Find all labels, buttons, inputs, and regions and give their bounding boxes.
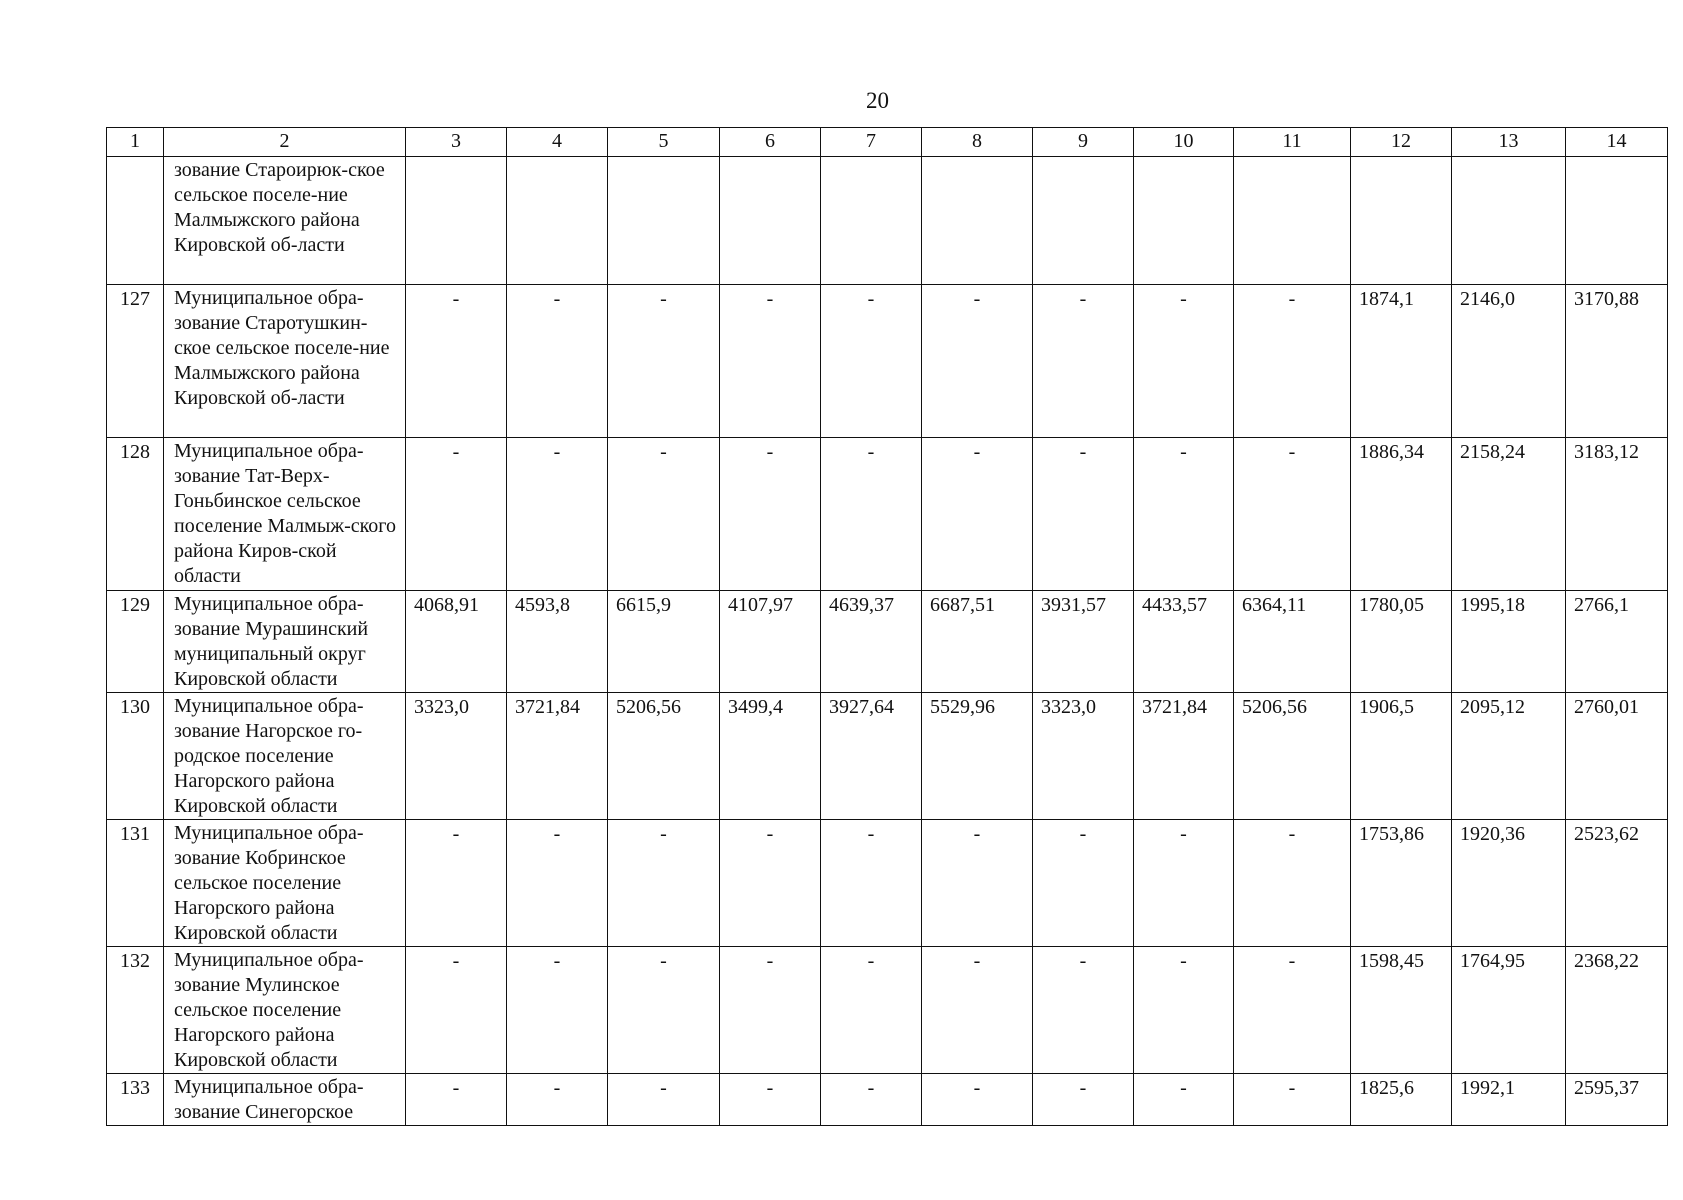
value-cell: 2595,37 [1566, 1074, 1668, 1126]
value-cell: 5206,56 [608, 693, 720, 820]
value-cell: 4068,91 [406, 591, 507, 693]
value-cell: - [507, 820, 608, 947]
value-cell: 3323,0 [406, 693, 507, 820]
value-cell: 4433,57 [1134, 591, 1234, 693]
value-cell: - [1234, 285, 1351, 438]
value-cell: 3183,12 [1566, 438, 1668, 591]
value-cell: - [507, 1074, 608, 1126]
value-cell: 5206,56 [1234, 693, 1351, 820]
value-cell: - [720, 285, 821, 438]
value-cell: - [922, 1074, 1033, 1126]
value-cell: 3927,64 [821, 693, 922, 820]
value-cell: - [608, 438, 720, 591]
row-number: 127 [107, 285, 164, 438]
row-number: 131 [107, 820, 164, 947]
value-cell: - [507, 285, 608, 438]
value-cell: - [608, 1074, 720, 1126]
value-cell: - [1033, 1074, 1134, 1126]
table-row [107, 591, 1668, 693]
municipality-name: Муниципальное обра-зование Кобринское сельское поселение Нагорского района Кировской области [164, 820, 406, 947]
value-cell: - [608, 820, 720, 947]
value-cell [507, 157, 608, 285]
municipality-name: Муниципальное обра-зование Мурашинский муниципальный округ Кировской области [164, 591, 406, 693]
value-cell: 3170,88 [1566, 285, 1668, 438]
value-cell: - [1033, 820, 1134, 947]
value-cell: 1598,45 [1351, 947, 1452, 1074]
value-cell: - [507, 438, 608, 591]
column-header: 5 [608, 128, 720, 157]
column-header: 3 [406, 128, 507, 157]
value-cell: - [720, 1074, 821, 1126]
value-cell: - [720, 820, 821, 947]
municipality-name: Муниципальное обра-зование Синегорское [164, 1074, 406, 1126]
value-cell: - [821, 947, 922, 1074]
value-cell: - [608, 285, 720, 438]
value-cell: 1992,1 [1452, 1074, 1566, 1126]
value-cell: - [1134, 438, 1234, 591]
value-cell [1566, 157, 1668, 285]
value-cell: - [1234, 438, 1351, 591]
municipality-name: Муниципальное обра-зование Тат-Верх-Гоньбинское сельское поселение Малмыж-ского района Киров-ской области [164, 438, 406, 591]
row-number: 128 [107, 438, 164, 591]
value-cell: 1874,1 [1351, 285, 1452, 438]
table-row [107, 820, 1668, 947]
table-row [107, 157, 1668, 285]
value-cell: 6687,51 [922, 591, 1033, 693]
table-row [107, 1074, 1668, 1126]
page-number: 20 [866, 88, 889, 113]
value-cell: - [1234, 820, 1351, 947]
value-cell: 2766,1 [1566, 591, 1668, 693]
column-header: 1 [107, 128, 164, 157]
value-cell: 2368,22 [1566, 947, 1668, 1074]
value-cell: 3721,84 [1134, 693, 1234, 820]
value-cell: 1906,5 [1351, 693, 1452, 820]
value-cell: 2158,24 [1452, 438, 1566, 591]
value-cell: 1825,6 [1351, 1074, 1452, 1126]
municipality-name: зование Староирюк-ское сельское поселе-ние Малмыжского района Кировской об-ласти [164, 157, 406, 285]
value-cell: - [406, 285, 507, 438]
column-header: 2 [164, 128, 406, 157]
table-body [107, 157, 1668, 1126]
tariff-table [106, 127, 1668, 1126]
value-cell: - [1134, 820, 1234, 947]
value-cell [922, 157, 1033, 285]
value-cell: 2095,12 [1452, 693, 1566, 820]
column-header: 7 [821, 128, 922, 157]
row-number: 130 [107, 693, 164, 820]
table-row [107, 438, 1668, 591]
column-header: 12 [1351, 128, 1452, 157]
row-number [107, 157, 164, 285]
row-number: 133 [107, 1074, 164, 1126]
column-header: 10 [1134, 128, 1234, 157]
value-cell [1351, 157, 1452, 285]
table-row [107, 947, 1668, 1074]
row-number: 129 [107, 591, 164, 693]
table-row [107, 285, 1668, 438]
value-cell: - [821, 438, 922, 591]
column-number-row [107, 128, 1668, 157]
value-cell [821, 157, 922, 285]
value-cell: - [608, 947, 720, 1074]
value-cell [720, 157, 821, 285]
value-cell: - [406, 820, 507, 947]
column-header: 6 [720, 128, 821, 157]
column-header: 9 [1033, 128, 1134, 157]
value-cell: 3931,57 [1033, 591, 1134, 693]
value-cell [1452, 157, 1566, 285]
value-cell: - [1134, 1074, 1234, 1126]
value-cell: 3721,84 [507, 693, 608, 820]
value-cell [406, 157, 507, 285]
value-cell [1234, 157, 1351, 285]
value-cell: 1886,34 [1351, 438, 1452, 591]
value-cell: 3499,4 [720, 693, 821, 820]
value-cell: 2523,62 [1566, 820, 1668, 947]
municipality-name: Муниципальное обра-зование Нагорское го-родское поселение Нагорского района Кировской области [164, 693, 406, 820]
value-cell: 1764,95 [1452, 947, 1566, 1074]
value-cell: 2146,0 [1452, 285, 1566, 438]
value-cell: 4593,8 [507, 591, 608, 693]
column-header: 4 [507, 128, 608, 157]
value-cell: 3323,0 [1033, 693, 1134, 820]
value-cell: 1995,18 [1452, 591, 1566, 693]
value-cell: 5529,96 [922, 693, 1033, 820]
value-cell: - [406, 438, 507, 591]
value-cell: - [406, 1074, 507, 1126]
value-cell: - [1033, 947, 1134, 1074]
value-cell: - [1033, 438, 1134, 591]
value-cell: - [1033, 285, 1134, 438]
value-cell: - [922, 947, 1033, 1074]
value-cell: - [1134, 947, 1234, 1074]
column-header: 8 [922, 128, 1033, 157]
column-header: 11 [1234, 128, 1351, 157]
value-cell: 1753,86 [1351, 820, 1452, 947]
value-cell: 1920,36 [1452, 820, 1566, 947]
value-cell: - [720, 438, 821, 591]
value-cell: 4639,37 [821, 591, 922, 693]
value-cell: 4107,97 [720, 591, 821, 693]
value-cell: 2760,01 [1566, 693, 1668, 820]
table-row [107, 693, 1668, 820]
municipality-name: Муниципальное обра-зование Мулинское сельское поселение Нагорского района Кировской области [164, 947, 406, 1074]
value-cell: - [1234, 947, 1351, 1074]
value-cell: - [821, 285, 922, 438]
value-cell: 6364,11 [1234, 591, 1351, 693]
column-header: 14 [1566, 128, 1668, 157]
value-cell [1134, 157, 1234, 285]
value-cell: - [1234, 1074, 1351, 1126]
value-cell: - [720, 947, 821, 1074]
value-cell: - [406, 947, 507, 1074]
value-cell: - [507, 947, 608, 1074]
column-header: 13 [1452, 128, 1566, 157]
value-cell [1033, 157, 1134, 285]
value-cell: - [1134, 285, 1234, 438]
value-cell [608, 157, 720, 285]
value-cell: - [922, 285, 1033, 438]
value-cell: 1780,05 [1351, 591, 1452, 693]
value-cell: - [922, 820, 1033, 947]
value-cell: - [821, 820, 922, 947]
value-cell: - [821, 1074, 922, 1126]
value-cell: 6615,9 [608, 591, 720, 693]
row-number: 132 [107, 947, 164, 1074]
value-cell: - [922, 438, 1033, 591]
municipality-name: Муниципальное обра-зование Старотушкин-ское сельское поселе-ние Малмыжского района Кировской об-ласти [164, 285, 406, 438]
